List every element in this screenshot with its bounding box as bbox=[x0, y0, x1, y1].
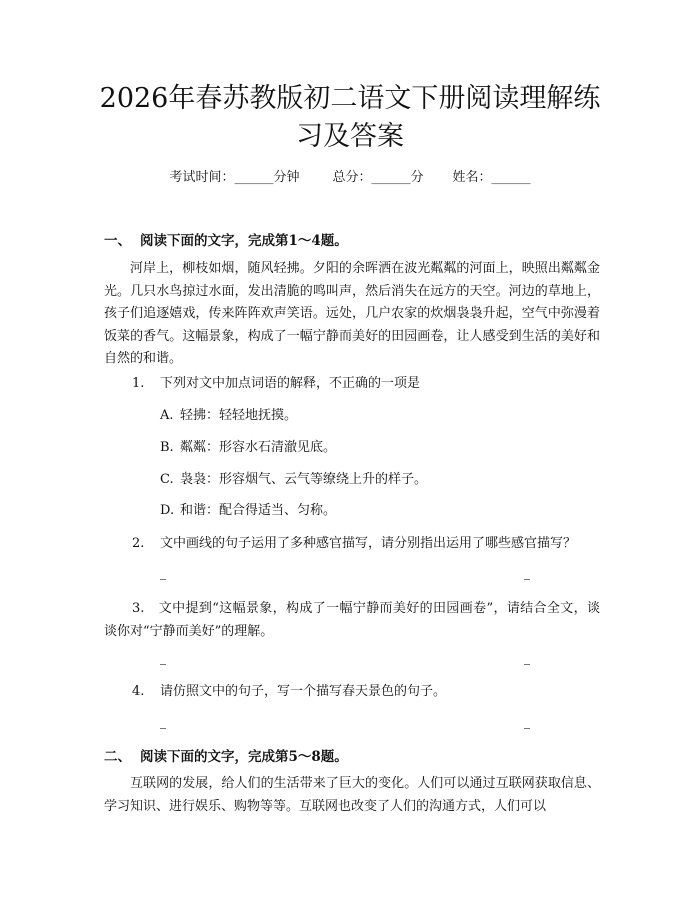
question-3-text: 文中提到“这幅景象，构成了一幅宁静而美好的田园画卷”，请结合全文，谈谈你对“宁静而美好”的理解。 bbox=[104, 601, 600, 639]
exam-time: 考试时间：______分钟 bbox=[169, 170, 300, 185]
option-text: 袅袅：形容烟气、云气等缭绕上升的样子。 bbox=[180, 472, 428, 487]
question-2-number: 2. bbox=[132, 536, 145, 551]
option-text: 轻拂：轻轻地抚摸。 bbox=[180, 408, 298, 423]
question-4-number: 4. bbox=[132, 684, 145, 699]
page-title: 2026年春苏教版初二语文下册阅读理解练习及答案 bbox=[99, 83, 601, 152]
question-2 bbox=[132, 533, 602, 556]
option-label: D. bbox=[160, 503, 175, 518]
question-1-option-d bbox=[160, 502, 600, 520]
section-2-number: 二、 bbox=[104, 749, 131, 765]
question-1-number: 1. bbox=[132, 376, 145, 391]
question-3 bbox=[104, 598, 600, 643]
exam-meta bbox=[0, 169, 700, 187]
question-3-number: 3. bbox=[132, 601, 145, 616]
section-2-title: 阅读下面的文字，完成第5～8题。 bbox=[140, 749, 348, 765]
option-text: 和谐：配合得适当、匀称。 bbox=[180, 503, 337, 518]
option-text: 粼粼：形容水石清澈见底。 bbox=[180, 440, 337, 455]
section-1-number: 一、 bbox=[104, 233, 131, 249]
section-1-heading bbox=[104, 232, 614, 250]
question-1-option-a bbox=[160, 407, 600, 425]
question-4 bbox=[132, 681, 602, 704]
question-1-text: 下列对文中加点词语的解释，不正确的一项是 bbox=[160, 376, 421, 391]
question-2-text: 文中画线的句子运用了多种感官描写，请分别指出运用了哪些感官描写？ bbox=[160, 536, 577, 551]
option-label: C. bbox=[160, 472, 174, 487]
answer-line-3[interactable] bbox=[160, 664, 530, 674]
question-1-option-b bbox=[160, 439, 600, 457]
section-1-passage: 河岸上，柳枝如烟，随风轻拂。夕阳的余晖洒在波光粼粼的河面上，映照出粼粼金光。几只水鸟掠过水面，发出清脆的鸣叫声，然后消失在远方的天空。河边的草地上，孩子们追逐嬉戏，传来阵阵欢声笑语。远处，几户农家的炊烟袅袅升起，空气中弥漫着饭菜的香气。这幅景象，构成了一幅宁静而美好的田园画卷，让人感受到生活的美好和自然的和谐。 bbox=[104, 261, 600, 366]
exam-score: 总分：______分 bbox=[332, 170, 424, 185]
section-2-passage: 互联网的发展，给人们的生活带来了巨大的变化。人们可以通过互联网获取信息、学习知识、进行娱乐、购物等等。互联网也改变了人们的沟通方式，人们可以 bbox=[104, 776, 600, 814]
student-name: 姓名：______ bbox=[452, 170, 531, 185]
section-1-title: 阅读下面的文字，完成第1～4题。 bbox=[140, 233, 348, 249]
answer-line-2[interactable] bbox=[160, 579, 530, 589]
question-4-text: 请仿照文中的句子，写一个描写春天景色的句子。 bbox=[160, 684, 447, 699]
question-1 bbox=[132, 373, 602, 396]
option-label: B. bbox=[160, 440, 174, 455]
option-label: A. bbox=[160, 408, 174, 423]
answer-line-4[interactable] bbox=[160, 728, 530, 738]
question-1-option-c bbox=[160, 471, 600, 489]
section-2-heading bbox=[104, 748, 614, 766]
